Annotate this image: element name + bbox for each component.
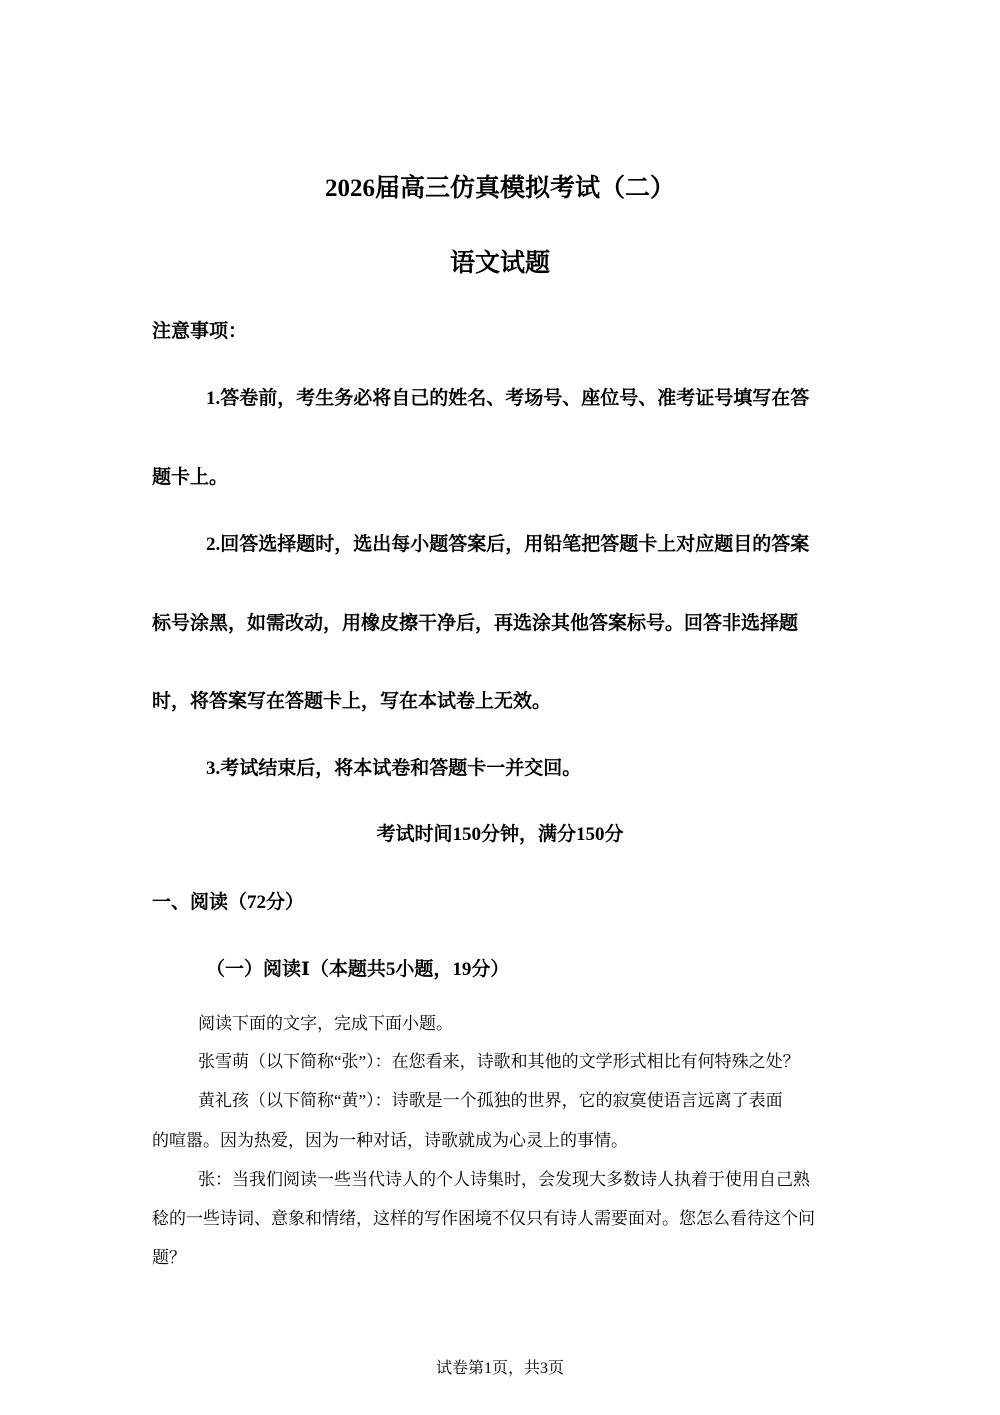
passage-line: 的喧嚣。因为热爱，因为一种对话，诗歌就成为心灵上的事情。 [152, 1131, 628, 1150]
subsection-heading: （一）阅读Ⅰ（本题共5小题，19分） [206, 959, 510, 980]
passage-line: 阅读下面的文字，完成下面小题。 [198, 1014, 453, 1033]
section-heading: 一、阅读（72分） [152, 892, 305, 913]
exam-subject: 语文试题 [449, 250, 550, 277]
passage-line: 张：当我们阅读一些当代诗人的个人诗集时，会发现大多数诗人执着于使用自己熟 [198, 1170, 810, 1189]
notice-item-2-cont: 标号涂黑，如需改动，用橡皮擦干净后，再选涂其他答案标号。回答非选择题 [152, 613, 799, 634]
notice-item-2-cont-2: 时，将答案写在答题卡上，写在本试卷上无效。 [152, 691, 552, 712]
page-footer: 试卷第1页，共3页 [435, 1360, 564, 1377]
notice-item-1-cont: 题卡上。 [152, 467, 229, 488]
passage-line: 题？ [152, 1248, 186, 1267]
exam-time-info: 考试时间150分钟，满分150分 [376, 824, 624, 845]
notice-label: 注意事项： [152, 321, 248, 342]
notice-item-2: 2.回答选择题时，选出每小题答案后，用铅笔把答题卡上对应题目的答案 [206, 534, 810, 555]
notice-item-1: 1.答卷前，考生务必将自己的姓名、考场号、座位号、准考证号填写在答 [206, 388, 810, 409]
passage-line: 黄礼孩（以下简称“黄”）：诗歌是一个孤独的世界，它的寂寞使语言远离了表面 [198, 1091, 783, 1110]
passage-line: 稔的一些诗词、意象和情绪，这样的写作困境不仅只有诗人需要面对。您怎么看待这个问 [152, 1209, 815, 1228]
notice-item-3: 3.考试结束后，将本试卷和答题卡一并交回。 [206, 758, 582, 779]
exam-title: 2026届高三仿真模拟考试（二） [324, 175, 675, 202]
passage-line: 张雪萌（以下简称“张”）：在您看来，诗歌和其他的文学形式相比有何特殊之处？ [198, 1052, 800, 1071]
